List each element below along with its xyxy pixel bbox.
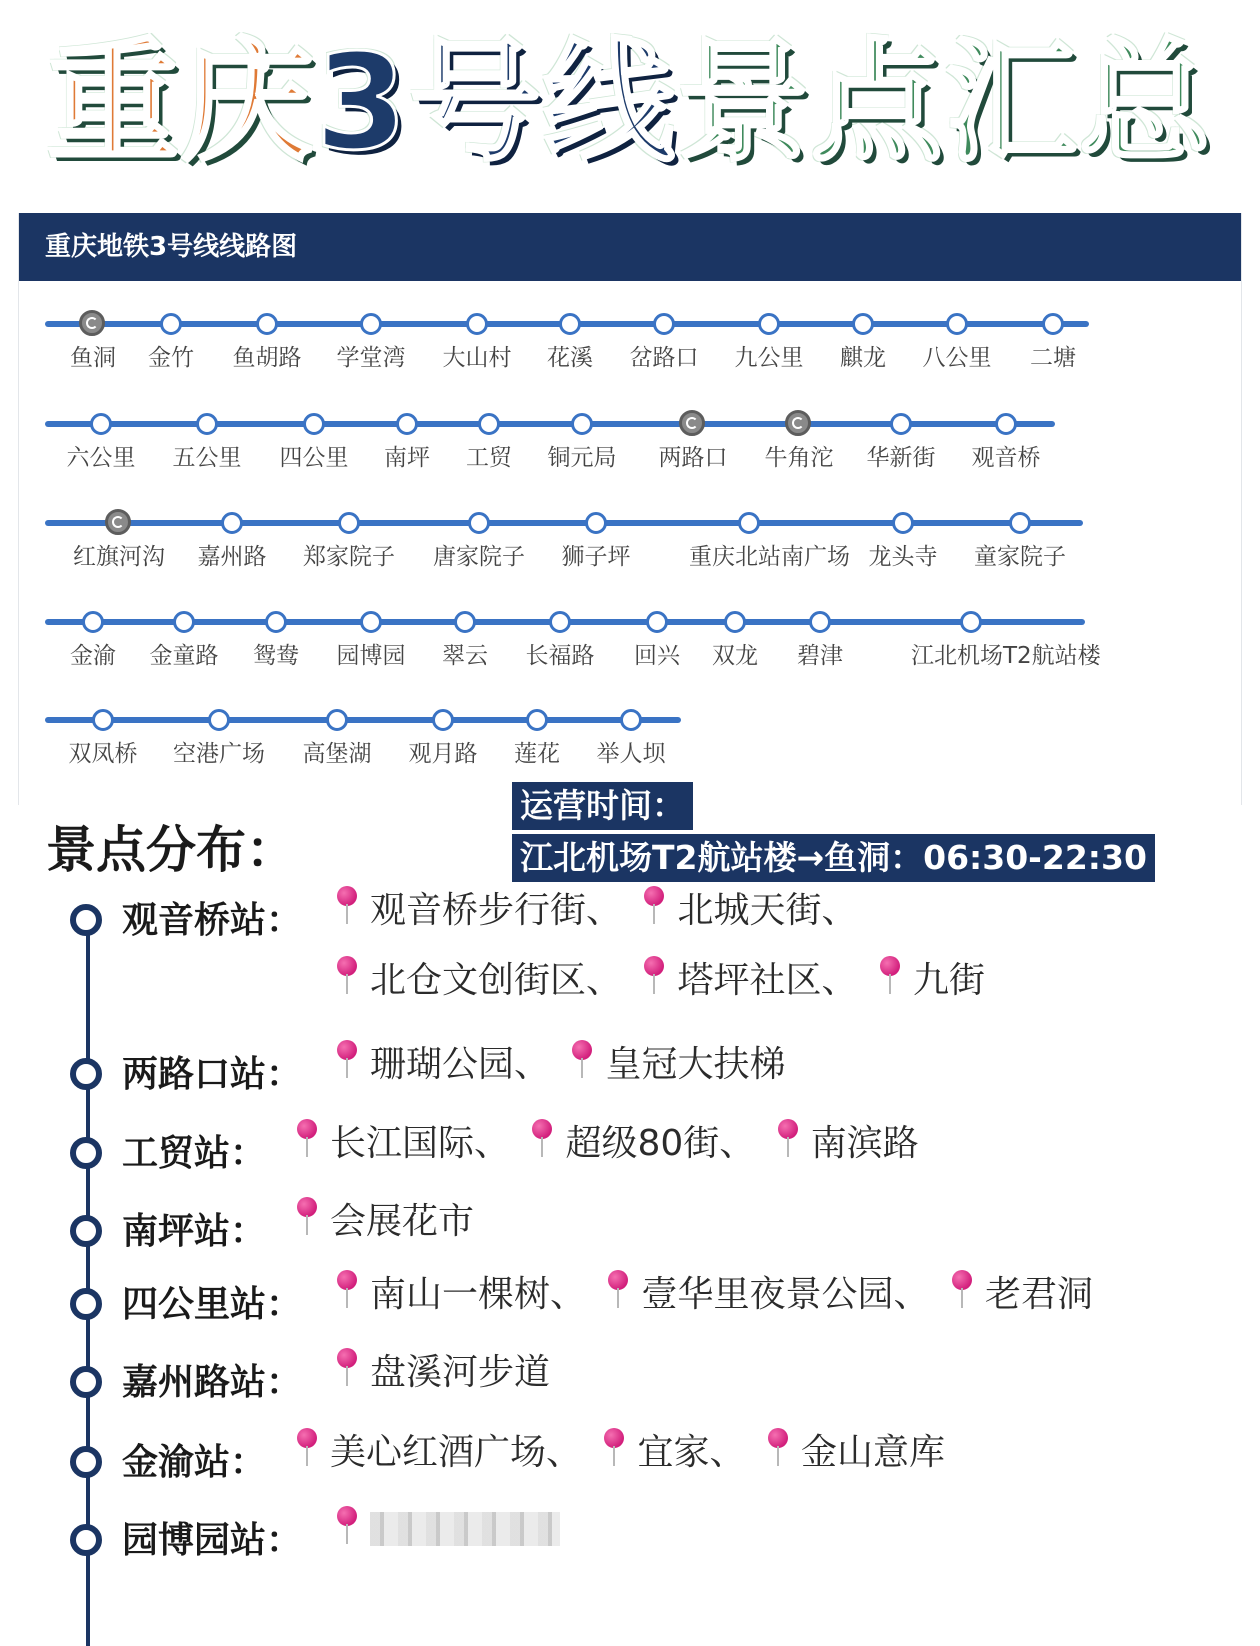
page-title (0, 18, 1260, 188)
spot-place (633, 960, 857, 1001)
station-name: 华新街 (866, 445, 936, 471)
spot-place (286, 1123, 510, 1164)
location-pin-icon (607, 1270, 629, 1310)
timeline-dot-icon (70, 1366, 102, 1398)
station-node-icon (82, 611, 104, 633)
spot-place (286, 1432, 582, 1473)
station-name: 长福路 (525, 643, 595, 669)
spot-place-name: 南滨路 (810, 1123, 919, 1164)
station-name: 观音桥 (971, 445, 1041, 471)
station-node-icon (995, 413, 1017, 435)
location-pin-icon (336, 886, 358, 926)
station-name: 莲花 (514, 741, 560, 767)
location-pin-icon (336, 1040, 358, 1080)
station-name: 二塘 (1030, 345, 1076, 371)
spot-place-name: 观音桥步行街、 (370, 890, 623, 931)
station-name: 四公里 (279, 445, 349, 471)
spot-place (593, 1432, 745, 1473)
station-node-icon (1009, 512, 1031, 534)
spot-place-name: 塔坪社区、 (677, 960, 858, 1001)
route-row (19, 701, 1241, 781)
station-node-icon (549, 611, 571, 633)
station-name: 鱼胡路 (232, 345, 302, 371)
spot-station-name: 南坪站： (122, 1211, 267, 1252)
station-node-icon (653, 313, 675, 335)
spot-place-name: 珊瑚公园、 (370, 1044, 551, 1085)
station-name: 九公里 (734, 345, 804, 371)
station-name: 金渝 (70, 643, 116, 669)
station-node-icon (890, 413, 912, 435)
location-pin-icon (603, 1428, 625, 1468)
location-pin-icon (571, 1040, 593, 1080)
location-pin-icon (643, 886, 665, 926)
spot-place (326, 1352, 550, 1393)
station-node-icon (559, 313, 581, 335)
station-node-icon (208, 709, 230, 731)
location-pin-icon (336, 1348, 358, 1388)
spot-station-name: 两路口站： (122, 1054, 303, 1095)
station-node-icon (892, 512, 914, 534)
spot-place-name: 会展花市 (330, 1201, 475, 1242)
spot-place-name: 北城天街、 (677, 890, 858, 931)
location-pin-icon (767, 1428, 789, 1468)
spot-place (941, 1274, 1093, 1315)
location-pin-icon (531, 1119, 553, 1159)
station-name: 回兴 (634, 643, 680, 669)
timeline-dot-icon (70, 904, 102, 936)
spot-place-name: 老君洞 (984, 1274, 1093, 1315)
route-row (19, 405, 1241, 485)
station-node-icon (738, 512, 760, 534)
timeline-dot-icon (70, 1137, 102, 1169)
station-node-icon (466, 313, 488, 335)
timeline-dot-icon (70, 1524, 102, 1556)
station-name: 翠云 (442, 643, 488, 669)
route-map-header: 重庆地铁3号线线路图 (19, 213, 1241, 281)
station-node-icon (432, 709, 454, 731)
station-node-icon (852, 313, 874, 335)
spot-station-name: 园博园站： (122, 1520, 303, 1561)
spot-places (326, 1260, 1226, 1330)
station-node-icon (809, 611, 831, 633)
spot-place-name: 北仓文创街区、 (370, 960, 623, 1001)
station-name: 嘉州路 (197, 544, 267, 570)
title-part-2: 3号线 (315, 26, 677, 180)
station-node-icon (571, 413, 593, 435)
station-name: 观月路 (408, 741, 478, 767)
title-part-1: 重庆 (47, 26, 316, 180)
spot-places (286, 1187, 1186, 1257)
spots-heading: 景点分布： (46, 821, 296, 879)
station-name: 金竹 (148, 345, 194, 371)
station-name: 岔路口 (629, 345, 699, 371)
station-node-icon (303, 413, 325, 435)
spot-places (326, 1030, 1226, 1100)
station-name: 龙头寺 (868, 544, 938, 570)
station-name: 重庆北站南广场 (689, 544, 850, 570)
station-node-icon (454, 611, 476, 633)
route-row (19, 603, 1241, 683)
route-map (18, 213, 1242, 805)
transfer-station-icon (785, 410, 811, 436)
station-name: 金童路 (149, 643, 219, 669)
station-node-icon (173, 611, 195, 633)
route-line (45, 520, 1083, 526)
station-name: 双凤桥 (68, 741, 138, 767)
station-name: 郑家院子 (303, 544, 395, 570)
station-name: 学堂湾 (336, 345, 406, 371)
station-node-icon (326, 709, 348, 731)
station-node-icon (90, 413, 112, 435)
location-pin-icon (296, 1428, 318, 1468)
timeline-dot-icon (70, 1288, 102, 1320)
spot-place (326, 890, 622, 931)
station-node-icon (360, 611, 382, 633)
station-node-icon (1042, 313, 1064, 335)
station-name: 六公里 (66, 445, 136, 471)
station-node-icon (160, 313, 182, 335)
route-line (45, 717, 681, 723)
station-name: 花溪 (547, 345, 593, 371)
station-node-icon (724, 611, 746, 633)
transfer-station-icon (105, 509, 131, 535)
station-node-icon (946, 313, 968, 335)
station-name: 鱼洞 (70, 345, 116, 371)
spot-places (286, 1109, 1186, 1179)
title-part-3: 景点汇总 (676, 26, 1213, 180)
station-node-icon (526, 709, 548, 731)
station-name: 童家院子 (974, 544, 1066, 570)
station-name: 唐家院子 (433, 544, 525, 570)
station-node-icon (221, 512, 243, 534)
station-name: 铜元局 (547, 445, 617, 471)
station-node-icon (92, 709, 114, 731)
spot-place-name: 皇冠大扶梯 (605, 1044, 786, 1085)
station-node-icon (758, 313, 780, 335)
station-node-icon (646, 611, 668, 633)
station-name: 双龙 (712, 643, 758, 669)
spot-place-name: 盘溪河步道 (370, 1352, 551, 1393)
blurred-text (370, 1512, 560, 1546)
spot-place (326, 960, 622, 1001)
spot-place-name: 宜家、 (637, 1432, 746, 1473)
spot-places (326, 1496, 1226, 1566)
transfer-station-icon (79, 310, 105, 336)
station-node-icon (265, 611, 287, 633)
spot-place-name: 超级80街、 (565, 1123, 756, 1164)
timeline-dot-icon (70, 1446, 102, 1478)
station-node-icon (585, 512, 607, 534)
station-name: 八公里 (922, 345, 992, 371)
location-pin-icon (643, 956, 665, 996)
station-name: 园博园 (336, 643, 406, 669)
operation-time-label: 运营时间： (512, 782, 693, 830)
spot-place (561, 1044, 785, 1085)
spot-place (521, 1123, 755, 1164)
spot-station-name: 观音桥站： (122, 900, 303, 941)
station-node-icon (256, 313, 278, 335)
station-name: 红旗河沟 (73, 544, 165, 570)
spot-place (633, 890, 857, 931)
station-name: 大山村 (442, 345, 512, 371)
location-pin-icon (296, 1197, 318, 1237)
station-name: 鸳鸯 (253, 643, 299, 669)
station-node-icon (338, 512, 360, 534)
station-name: 空港广场 (173, 741, 265, 767)
spot-place-name: 壹华里夜景公园、 (641, 1274, 930, 1315)
spot-places (286, 1418, 1186, 1488)
spot-place (326, 1274, 586, 1315)
spot-place (767, 1123, 919, 1164)
transfer-station-icon (679, 410, 705, 436)
station-name: 两路口 (658, 445, 728, 471)
spot-place-name: 美心红酒广场、 (330, 1432, 583, 1473)
spot-place (597, 1274, 929, 1315)
station-node-icon (468, 512, 490, 534)
timeline-dot-icon (70, 1215, 102, 1247)
location-pin-icon (777, 1119, 799, 1159)
station-node-icon (478, 413, 500, 435)
station-name: 牛角沱 (764, 445, 834, 471)
station-name: 碧津 (797, 643, 843, 669)
spot-place-name: 金山意库 (800, 1432, 945, 1473)
spot-place-name: 长江国际、 (330, 1123, 511, 1164)
spot-places (326, 1338, 1226, 1408)
station-node-icon (960, 611, 982, 633)
location-pin-icon (296, 1119, 318, 1159)
spot-place-name: 九街 (912, 960, 985, 1001)
station-node-icon (396, 413, 418, 435)
spot-place (326, 1044, 550, 1085)
operation-time-value: 江北机场T2航站楼→鱼洞：06:30-22:30 (512, 834, 1155, 882)
spot-places (326, 876, 1136, 1016)
spot-place (286, 1201, 474, 1242)
station-name: 麒龙 (840, 345, 886, 371)
spot-place-name: 南山一棵树、 (370, 1274, 587, 1315)
spot-station-name: 工贸站： (122, 1133, 267, 1174)
location-pin-icon (336, 1506, 358, 1546)
route-row (19, 305, 1241, 385)
station-name: 狮子坪 (561, 544, 631, 570)
spot-station-name: 嘉州路站： (122, 1362, 303, 1403)
spot-station-name: 四公里站： (122, 1284, 303, 1325)
timeline-dot-icon (70, 1058, 102, 1090)
station-node-icon (360, 313, 382, 335)
spot-place (757, 1432, 945, 1473)
location-pin-icon (336, 1270, 358, 1310)
station-name: 高堡湖 (302, 741, 372, 767)
location-pin-icon (951, 1270, 973, 1310)
location-pin-icon (336, 956, 358, 996)
station-name: 五公里 (172, 445, 242, 471)
route-row (19, 504, 1241, 584)
spot-station-name: 金渝站： (122, 1442, 267, 1483)
spot-place (869, 960, 985, 1001)
station-node-icon (620, 709, 642, 731)
station-name: 工贸 (466, 445, 512, 471)
station-name: 江北机场T2航站楼 (911, 643, 1101, 669)
station-name: 南坪 (384, 445, 430, 471)
station-name: 举人坝 (596, 741, 666, 767)
station-node-icon (196, 413, 218, 435)
location-pin-icon (879, 956, 901, 996)
